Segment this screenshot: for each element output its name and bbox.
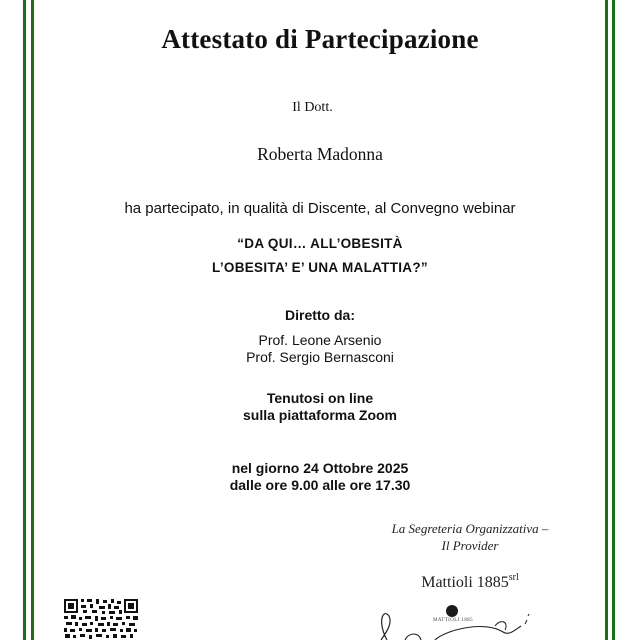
provider-suffix: srl bbox=[508, 572, 519, 583]
conference-title-line2: L’OBESITA’ E’ UNA MALATTIA?” bbox=[212, 260, 428, 275]
participation-text: ha partecipato, in qualità di Discente, al Convegno webinar bbox=[124, 200, 516, 217]
mattioli-logo-icon bbox=[446, 605, 458, 617]
certificate-title: Attestato di Partecipazione bbox=[161, 24, 479, 54]
venue-line2: sulla piattaforma Zoom bbox=[242, 407, 398, 423]
director-1: Prof. Leone Arsenio bbox=[258, 332, 382, 348]
provider-name: Mattioli 1885 bbox=[421, 574, 509, 591]
provider-name-block bbox=[370, 572, 570, 592]
conference-title-line1: “DA QUI… ALL’OBESITÀ bbox=[237, 236, 403, 251]
logo-text: MATTIOLI 1885 bbox=[432, 618, 474, 623]
secretariat-block bbox=[355, 520, 585, 554]
director-2: Prof. Sergio Bernasconi bbox=[246, 349, 394, 365]
qr-code-icon bbox=[63, 598, 139, 640]
date-line2: dalle ore 9.00 alle ore 17.30 bbox=[229, 477, 411, 493]
date-line1: nel giorno 24 Ottobre 2025 bbox=[231, 460, 409, 476]
secretariat-line2: Il Provider bbox=[441, 538, 499, 553]
secretariat-line1: La Segreteria Organizzativa – bbox=[391, 521, 549, 536]
directed-by-label: Diretto da: bbox=[285, 307, 355, 323]
venue-line1: Tenutosi on line bbox=[266, 390, 374, 406]
participant-name: Roberta Madonna bbox=[257, 144, 383, 164]
salutation: Il Dott. bbox=[292, 100, 333, 115]
